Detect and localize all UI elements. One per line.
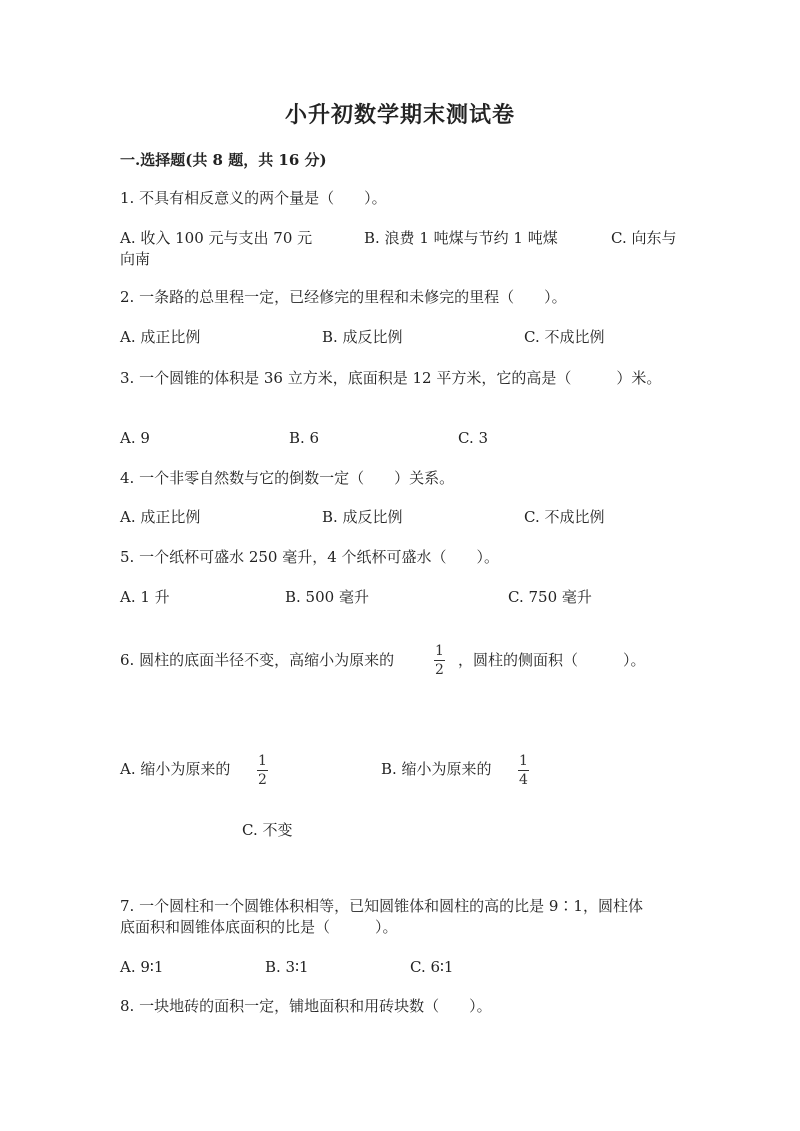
q4-option-a[interactable]: A. 成正比例 [120,508,201,526]
question-3: 3. 一个圆锥的体积是 36 立方米，底面积是 12 平方米，它的高是（ ）米。 [120,369,662,387]
question-7-line-2: 底面积和圆锥体底面积的比是（ ）。 [120,918,398,936]
fraction-bar [257,770,268,771]
q6-fraction-numerator: 1 [435,643,444,659]
q2-option-b[interactable]: B. 成反比例 [322,328,403,346]
q6-a-denominator: 2 [258,772,267,788]
question-4: 4. 一个非零自然数与它的倒数一定（ ）关系。 [120,469,455,487]
page-title: 小升初数学期末测试卷 [284,102,515,128]
q4-option-b[interactable]: B. 成反比例 [322,508,403,526]
question-8: 8. 一块地砖的面积一定，铺地面积和用砖块数（ ）。 [120,997,492,1015]
q6-a-numerator: 1 [258,753,267,769]
q6-b-numerator: 1 [519,753,528,769]
q7-option-b[interactable]: B. 3∶1 [265,958,309,976]
q3-option-c[interactable]: C. 3 [458,429,489,447]
q6-option-c[interactable]: C. 不变 [242,821,293,839]
q6-fraction [434,643,445,678]
question-1: 1. 不具有相反意义的两个量是（ ）。 [120,189,387,207]
question-6-text: 6. 圆柱的底面半径不变，高缩小为原来的 [120,651,395,669]
q6-option-a[interactable]: A. 缩小为原来的 [120,760,231,778]
q2-option-c[interactable]: C. 不成比例 [524,328,605,346]
q7-option-c[interactable]: C. 6∶1 [410,958,454,976]
fraction-bar [434,660,445,661]
q2-option-a[interactable]: A. 成正比例 [120,328,201,346]
q6-option-a-fraction [257,753,268,788]
q3-option-b[interactable]: B. 6 [289,429,320,447]
question-6-text-end: ，圆柱的侧面积（ ）。 [458,651,646,669]
q7-option-a[interactable]: A. 9∶1 [120,958,164,976]
q4-option-c[interactable]: C. 不成比例 [524,508,605,526]
q1-option-a[interactable]: A. 收入 100 元与支出 70 元 [120,229,313,247]
q6-b-denominator: 4 [519,772,528,788]
q1-option-b[interactable]: B. 浪费 1 吨煤与节约 1 吨煤 [364,229,558,247]
q1-option-c[interactable]: C. 向东与 [611,229,677,247]
q6-option-b-fraction [518,753,529,788]
section-heading: 一.选择题(共 8 题，共 16 分) [120,151,327,169]
q5-option-b[interactable]: B. 500 毫升 [285,588,369,606]
question-2: 2. 一条路的总里程一定，已经修完的里程和未修完的里程（ ）。 [120,288,567,306]
q6-option-b[interactable]: B. 缩小为原来的 [381,760,492,778]
q6-fraction-denominator: 2 [435,662,444,678]
q5-option-c[interactable]: C. 750 毫升 [508,588,592,606]
question-5: 5. 一个纸杯可盛水 250 毫升，4 个纸杯可盛水（ ）。 [120,548,500,566]
question-7-line-1: 7. 一个圆柱和一个圆锥体积相等，已知圆锥体和圆柱的高的比是 9∶1，圆柱体 [120,897,643,915]
q3-option-a[interactable]: A. 9 [120,429,150,447]
q5-option-a[interactable]: A. 1 升 [120,588,170,606]
q1-option-c-continued: 向南 [120,250,151,268]
fraction-bar [518,770,529,771]
